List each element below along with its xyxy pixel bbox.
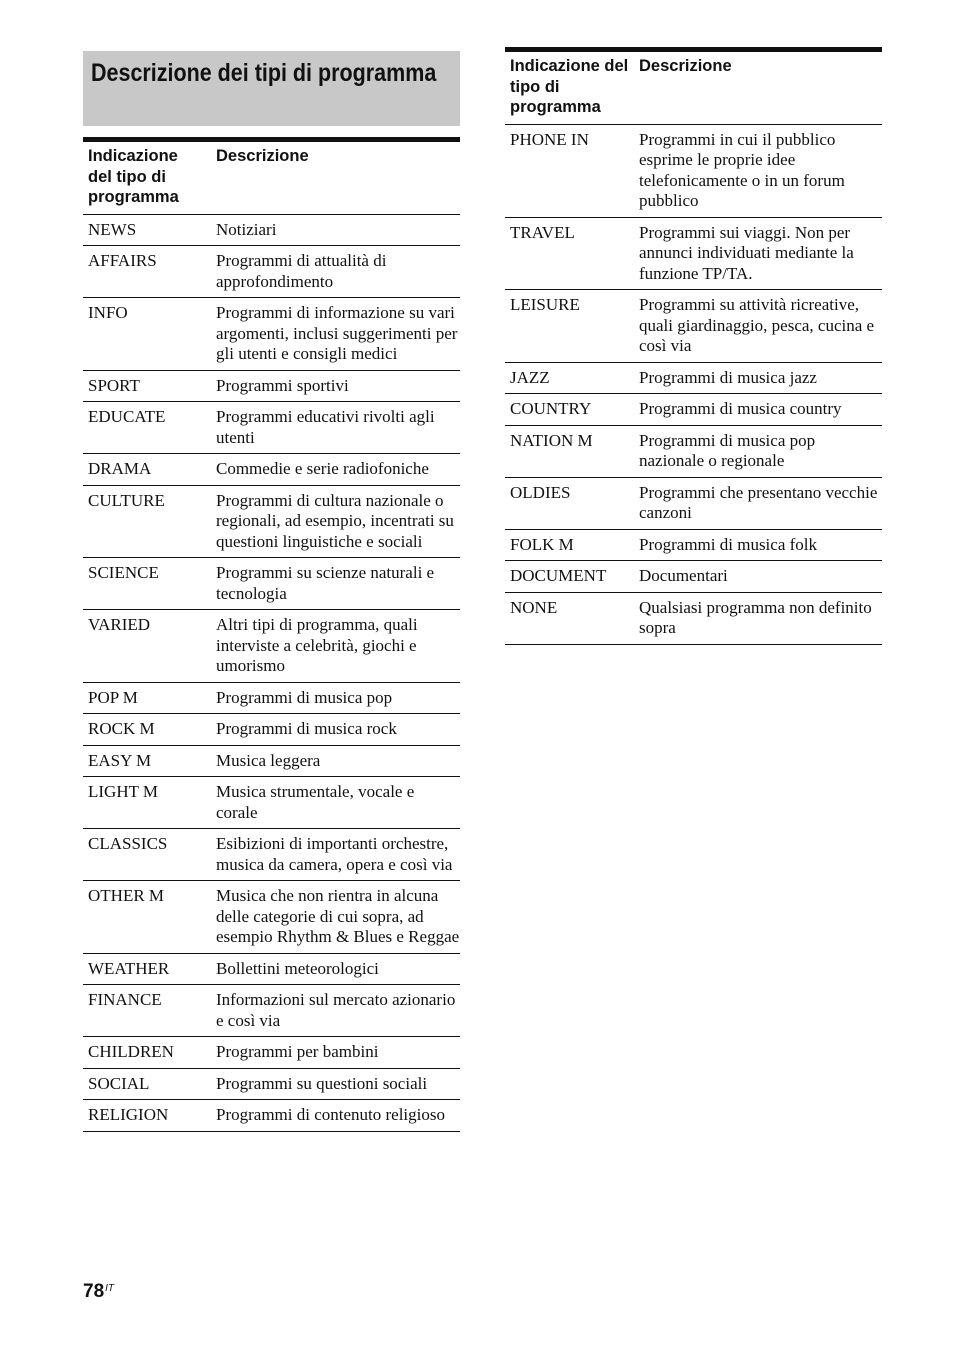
program-type-description: Programmi di musica rock [211,714,460,746]
program-type-description: Programmi educativi rivolti agli utenti [211,402,460,454]
program-type-description: Musica che non rientra in alcuna delle categorie di cui sopra, ad esempio Rhythm & Blues e Reggae [211,881,460,954]
table-row [83,953,460,985]
program-type-description: Programmi di musica jazz [634,362,882,394]
program-type-description: Programmi di cultura nazionale o regionali, ad esempio, incentrati su questioni linguistiche e sociali [211,485,460,558]
table-row [83,777,460,829]
program-type-description: Programmi di attualità di approfondimento [211,246,460,298]
table-row [505,561,882,593]
program-type-code: CLASSICS [83,829,211,881]
program-type-code: LEISURE [505,290,634,363]
program-type-code: EDUCATE [83,402,211,454]
program-type-code: RELIGION [83,1100,211,1132]
program-type-description: Musica leggera [211,745,460,777]
program-type-description: Esibizioni di importanti orchestre, musica da camera, opera e così via [211,829,460,881]
table-header-row [83,140,460,215]
table-row [505,529,882,561]
table-row [505,124,882,217]
program-type-code: JAZZ [505,362,634,394]
program-type-code: NATION M [505,425,634,477]
program-type-description: Programmi che presentano vecchie canzoni [634,477,882,529]
program-type-description: Qualsiasi programma non definito sopra [634,592,882,644]
table-row [83,214,460,246]
header-program-type: Indicazione del tipo di programma [505,50,634,125]
header-program-type: Indicazione del tipo di programma [83,140,211,215]
section-header [83,51,460,126]
page-footer [83,1281,114,1303]
program-type-code: OTHER M [83,881,211,954]
table-row [83,485,460,558]
table-row [83,745,460,777]
table-row [505,362,882,394]
table-row [505,592,882,644]
program-type-description: Programmi di contenuto religioso [211,1100,460,1132]
table-row [83,370,460,402]
section-title: Descrizione dei tipi di programma [91,59,437,87]
program-type-code: OLDIES [505,477,634,529]
program-type-code: WEATHER [83,953,211,985]
table-body-right [505,124,882,644]
table-row [83,829,460,881]
program-type-code: NONE [505,592,634,644]
program-type-code: DRAMA [83,454,211,486]
table-row [83,985,460,1037]
language-code: IT [105,1283,115,1294]
program-type-code: VARIED [83,610,211,683]
header-description: Descrizione [634,50,882,125]
table-row [83,1068,460,1100]
program-type-description: Programmi di informazione su vari argomenti, inclusi suggerimenti per gli utenti e consigli medici [211,298,460,371]
table-row [83,682,460,714]
program-type-description: Documentari [634,561,882,593]
program-type-description: Bollettini meteorologici [211,953,460,985]
table-row [83,454,460,486]
table-row [83,714,460,746]
program-type-description: Programmi su attività ricreative, quali giardinaggio, pesca, cucina e così via [634,290,882,363]
table-row [83,402,460,454]
program-type-description: Informazioni sul mercato azionario e così via [211,985,460,1037]
program-type-code: INFO [83,298,211,371]
table-row [83,881,460,954]
program-type-code: AFFAIRS [83,246,211,298]
program-type-code: DOCUMENT [505,561,634,593]
program-type-code: CHILDREN [83,1037,211,1069]
program-type-description: Programmi su questioni sociali [211,1068,460,1100]
program-type-code: NEWS [83,214,211,246]
program-type-code: FOLK M [505,529,634,561]
program-type-description: Programmi di musica folk [634,529,882,561]
program-type-code: COUNTRY [505,394,634,426]
program-type-description: Musica strumentale, vocale e corale [211,777,460,829]
program-type-code: EASY M [83,745,211,777]
table-row [83,1100,460,1132]
table-body-left [83,214,460,1131]
table-row [83,298,460,371]
program-type-code: ROCK M [83,714,211,746]
table-row [83,246,460,298]
program-type-description: Programmi per bambini [211,1037,460,1069]
table-header-row [505,50,882,125]
table-row [83,1037,460,1069]
table-row [505,477,882,529]
program-type-code: SOCIAL [83,1068,211,1100]
table-row [505,217,882,290]
program-type-description: Programmi di musica pop [211,682,460,714]
program-type-description: Programmi in cui il pubblico esprime le proprie idee telefonicamente o in un forum pubblico [634,124,882,217]
program-type-code: PHONE IN [505,124,634,217]
program-types-table-left [83,137,460,1132]
table-row [83,558,460,610]
program-type-code: SPORT [83,370,211,402]
header-description: Descrizione [211,140,460,215]
program-type-code: LIGHT M [83,777,211,829]
program-type-description: Programmi di musica country [634,394,882,426]
program-type-description: Programmi sui viaggi. Non per annunci individuati mediante la funzione TP/TA. [634,217,882,290]
page-number: 78 [83,1281,105,1302]
program-type-code: SCIENCE [83,558,211,610]
program-type-code: TRAVEL [505,217,634,290]
program-type-code: CULTURE [83,485,211,558]
table-row [505,394,882,426]
program-type-description: Notiziari [211,214,460,246]
table-row [83,610,460,683]
program-types-table-right [505,47,882,645]
program-type-code: FINANCE [83,985,211,1037]
program-type-description: Commedie e serie radiofoniche [211,454,460,486]
program-type-description: Programmi di musica pop nazionale o regionale [634,425,882,477]
program-type-description: Altri tipi di programma, quali interviste a celebrità, giochi e umorismo [211,610,460,683]
program-type-description: Programmi su scienze naturali e tecnologia [211,558,460,610]
program-type-description: Programmi sportivi [211,370,460,402]
table-row [505,425,882,477]
program-type-code: POP M [83,682,211,714]
table-row [505,290,882,363]
